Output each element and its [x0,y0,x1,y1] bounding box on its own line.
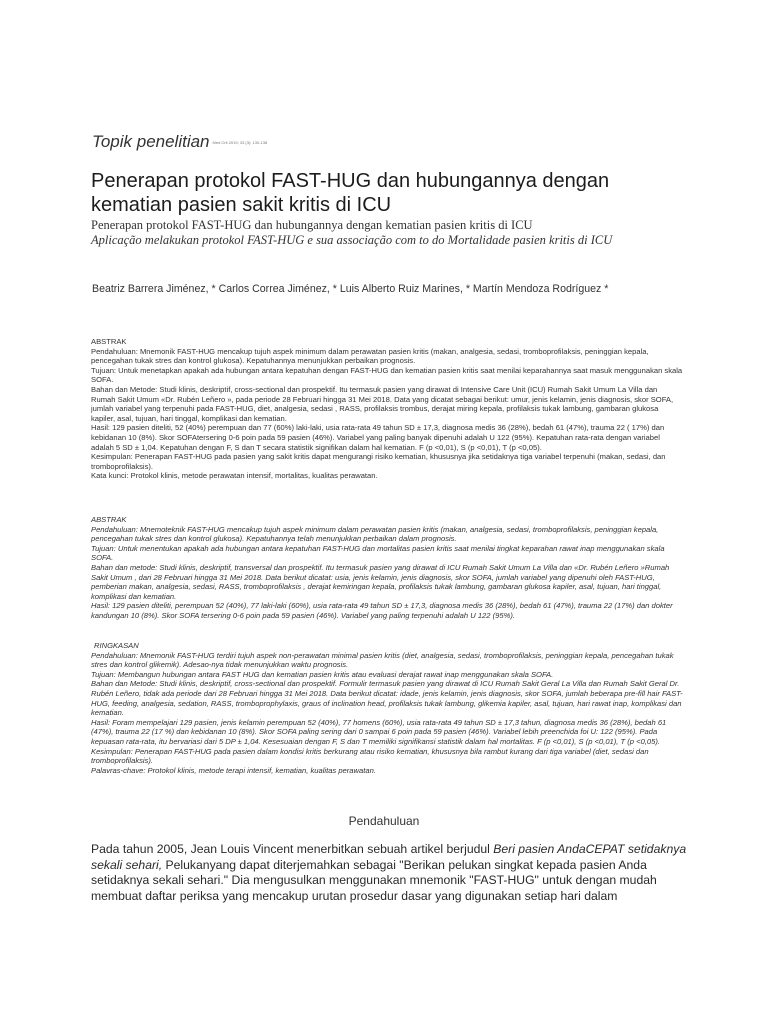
abstract-paragraph: Tujuan: Untuk menentukan apakah ada hubungan antara kepatuhan FAST-HUG dan mortalitas pasien kritis saat menilai tingkat keparahan rawat inap menggunakan skala SOFA. [91,543,665,563]
journal-reference: Med Crit 2019; 33 (3): 130-138 [212,140,268,146]
topic-label-text: Topik penelitian [92,132,210,151]
topic-label [92,132,267,152]
abstract-heading: RINGKASAN [94,641,139,650]
abstract-paragraph: Kata kunci: Protokol klinis, metode perawatan intensif, mortalitas, kualitas perawatan. [91,471,378,481]
author-list: Beatriz Barrera Jiménez, * Carlos Correa Jiménez, * Luis Alberto Ruiz Marines, * Martín Mendoza Rodríguez * [92,283,609,295]
abstract-heading: ABSTRAK [91,337,127,346]
abstract-indonesian [91,337,683,481]
abstract-heading: ABSTRAK [91,515,127,524]
abstract-portuguese [91,641,683,775]
abstract-paragraph: Tujuan: Untuk menetapkan apakah ada hubungan antara kepatuhan dengan FAST-HUG dan kematian pasien kritis saat menilai keparahannya saat masuk menggunakan skala SOFA. [91,365,683,385]
abstract-paragraph: Bahan dan Metode: Studi klinis, deskriptif, cross-sectional dan prospektif. Formulir termasuk pasien yang dirawat di ICU Rumah Sakit Geral La Villa dan Rumah Sakit Geral Dr. Rubén Leñero, tidak ada periode dari 28 Februari hingga 31 Mei 2018. Data berikut dicatat: idade, jenis kelamin, jenis diagnosis, skor SOFA, jumlah beberapa pre-fill hair FAST-HUG, feeding, analgesia, sedation, RASS, tromboprophylaxis, graus of inclination head, profilaksis tukak lambung, glikemia kapiler, asal, tujuan, hari rawat inap, komplikasi dan kematian. [91,679,683,718]
abstract-paragraph: Bahan dan metode: Studi klinis, deskriptif, transversal dan prospektif. Itu termasuk pasien yang dirawat di ICU Rumah Sakit Umum La Villa dan «Dr. Rubén Leñero »Rumah Sakit Umum , dari 28 Februari hingga 31 Mei 2018. Data berikut dicatat: usia, jenis kelamin, jenis diagnosis, skor SOFA, jumlah variabel yang dipenuhi oleh FAST-HUG, pemberian makan, analgesia, sedasi, RASS, tromboprofilaksis , derajat kemiringan kepala, profilaksis tukak lambung, gambaran glukosa kapiler, asal, tujuan, hari tinggal, komplikasi dan kematian. [91,562,670,601]
subtitle-indonesian: Penerapan protokol FAST-HUG dan hubungannya dengan kematian pasien kritis di ICU [91,218,533,232]
abstract-english [91,515,683,621]
introduction-body [91,842,691,904]
section-heading-introduction: Pendahuluan [348,814,420,828]
abstract-paragraph: Pendahuluan: Mnemoteknik FAST-HUG mencakup tujuh aspek minimum dalam perawatan pasien kritis (makan, analgesia, sedasi, tromboprofilaksis, peninggian kepala, pencegahan tukak stres dan kontrol glukosa). Kepatuhannya telah menunjukkan perbaikan dalam prognosis. [91,524,659,544]
abstract-paragraph: Palavras-chave: Protokol klinis, metode terapi intensif, kematian, kualitas perawatan. [91,765,376,775]
introduction-paragraph [91,842,691,904]
abstract-paragraph: Bahan dan Metode: Studi klinis, deskriptif, cross-sectional dan prospektif. Itu termasuk pasien yang dirawat di Intensive Care Unit (ICU) Rumah Sakit Umum La Villa dan Rumah Sakit Umum «Dr. Rubén Leñero », pada periode 28 Februari hingga 31 Mei 2018. Data yang dicatat sebagai berikut: umur, jenis kelamin, jenis diagnosis, skor SOFA, jumlah variabel yang terpenuhi pada FAST-HUG, diet, analgesia, sedasi , RASS, profilaksis trombus, derajat miring kepala, profilaksis tukak lambung, gambaran glukosa kapiler, asal, tujuan, hari tinggal, komplikasi dan kematian. [91,384,674,423]
intro-text: Pelukanyang dapat diterjemahkan sebagai "Berikan pelukan singkat kepada pasien Anda setidaknya sekali sehari." Dia mengusulkan menggunakan mnemonik "FAST-HUG" untuk dengan mudah membuat daftar periksa yang mencakup urutan prosedur dasar yang digunakan setiap hari dalam [91,857,657,903]
abstract-paragraph: Pendahuluan: Mnemonik FAST-HUG mencakup tujuh aspek minimum dalam perawatan pasien kritis (makan, analgesia, sedasi, tromboprofilaksis, peninggian kepala, pencegahan tukak stres dan kontrol glukosa). Kepatuhannya menunjukkan perbaikan prognosis. [91,346,649,366]
intro-text: Pada tahun 2005, Jean Louis Vincent menerbitkan sebuah artikel berjudul [91,842,494,856]
abstract-paragraph: Hasil: Foram mempelajari 129 pasien, jenis kelamin perempuan 52 (40%), 77 homens (60%), usia rata-rata 49 tahun SD ± 17,3 tahun, diagnosa medis 36 (28%), bedah 61 (47%), trauma 22 (17 %) dan kebidanan 10 (8%). Skor SOFA paling sering dari 0 sampai 6 poin pada 59 pasien (46%). Variabel lebih preenchida foi U: 122 (95%). Pada kepuasan rata-rata, itu bervariasi dari 5 DP ± 1,04. Kesesuaian dengan F, S dan T memiliki signifikansi statistik dalam hal mortalitas. F (p <0,01), S (p <0,01), T (p <0,05). [91,717,667,746]
abstract-paragraph: Hasil: 129 pasien diteliti, perempuan 52 (40%), 77 laki-laki (60%), usia rata-rata 49 tahun SD ± 17,3, diagnosa medis 36 (28%), bedah 61 (47%), trauma 22 (17%) dan dokter kandungan 10 (8%). Skor SOFA tersering 0-6 poin pada 59 pasien (46%). Variabel yang paling terpenuhi adalah U 122 (95%). [91,601,673,620]
abstract-paragraph: Kesimpulan: Penerapan FAST-HUG pada pasien dalam kondisi kritis berkurang atau risiko kematian, khususnya bila rambut kurang dari tiga variabel (diet, sedasi dan tromboprofilaksis). [91,746,649,766]
abstract-paragraph: Kesimpulan: Penerapan FAST-HUG pada pasien yang sakit kritis dapat mengurangi risiko kematian, khususnya jika setidaknya tiga variabel terpenuhi (makan, sedasi, dan tromboprofilaksis). [91,452,666,471]
abstract-paragraph: Tujuan: Membangun hubungan antara FAST HUG dan kematian pasien kritis atau evaluasi derajat rawat inap menggunakan skala SOFA. [91,669,554,679]
article-title: Penerapan protokol FAST-HUG dan hubungannya dengan kematian pasien sakit kritis di ICU [91,170,610,216]
abstract-paragraph: Hasil: 129 pasien diteliti, 52 (40%) perempuan dan 77 (60%) laki-laki, usia rata-rata 49 tahun SD ± 17,3, diagnosa medis 36 (28%), bedah 61 (47%), trauma 22 ( 17%) dan kebidanan 10 (8%). Skor SOFAtersering 0-6 poin pada 59 pasien (46%). Variabel yang paling banyak dipenuhi adalah U 122 (95%). Kepatuhan rata-rata dengan variabel adalah 5 SD ± 1,04. Kepatuhan dengan F, S dan T secara statistik signifikan dalam hal kematian. F (p <0,01), S (p <0,01), T (p <0,05). [91,423,665,452]
cited-article-title: Beri pasien AndaCEPAT setidaknya sekali sehari, [91,842,687,872]
subtitle-portuguese: Aplicação melakukan protokol FAST-HUG e sua associação com to do Mortalidade pasien kritis di ICU [91,233,613,247]
abstract-paragraph: Pendahuluan: Mnemonik FAST-HUG terdiri tujuh aspek non-perawatan minimal pasien kritis (diet, analgesia, sedasi, tromboprofilaksis, peninggian kepala, pencegahan tukak stres dan kontrol glikemik). Adesao-nya tidak menunjukkan waktu prognosis. [91,650,674,670]
